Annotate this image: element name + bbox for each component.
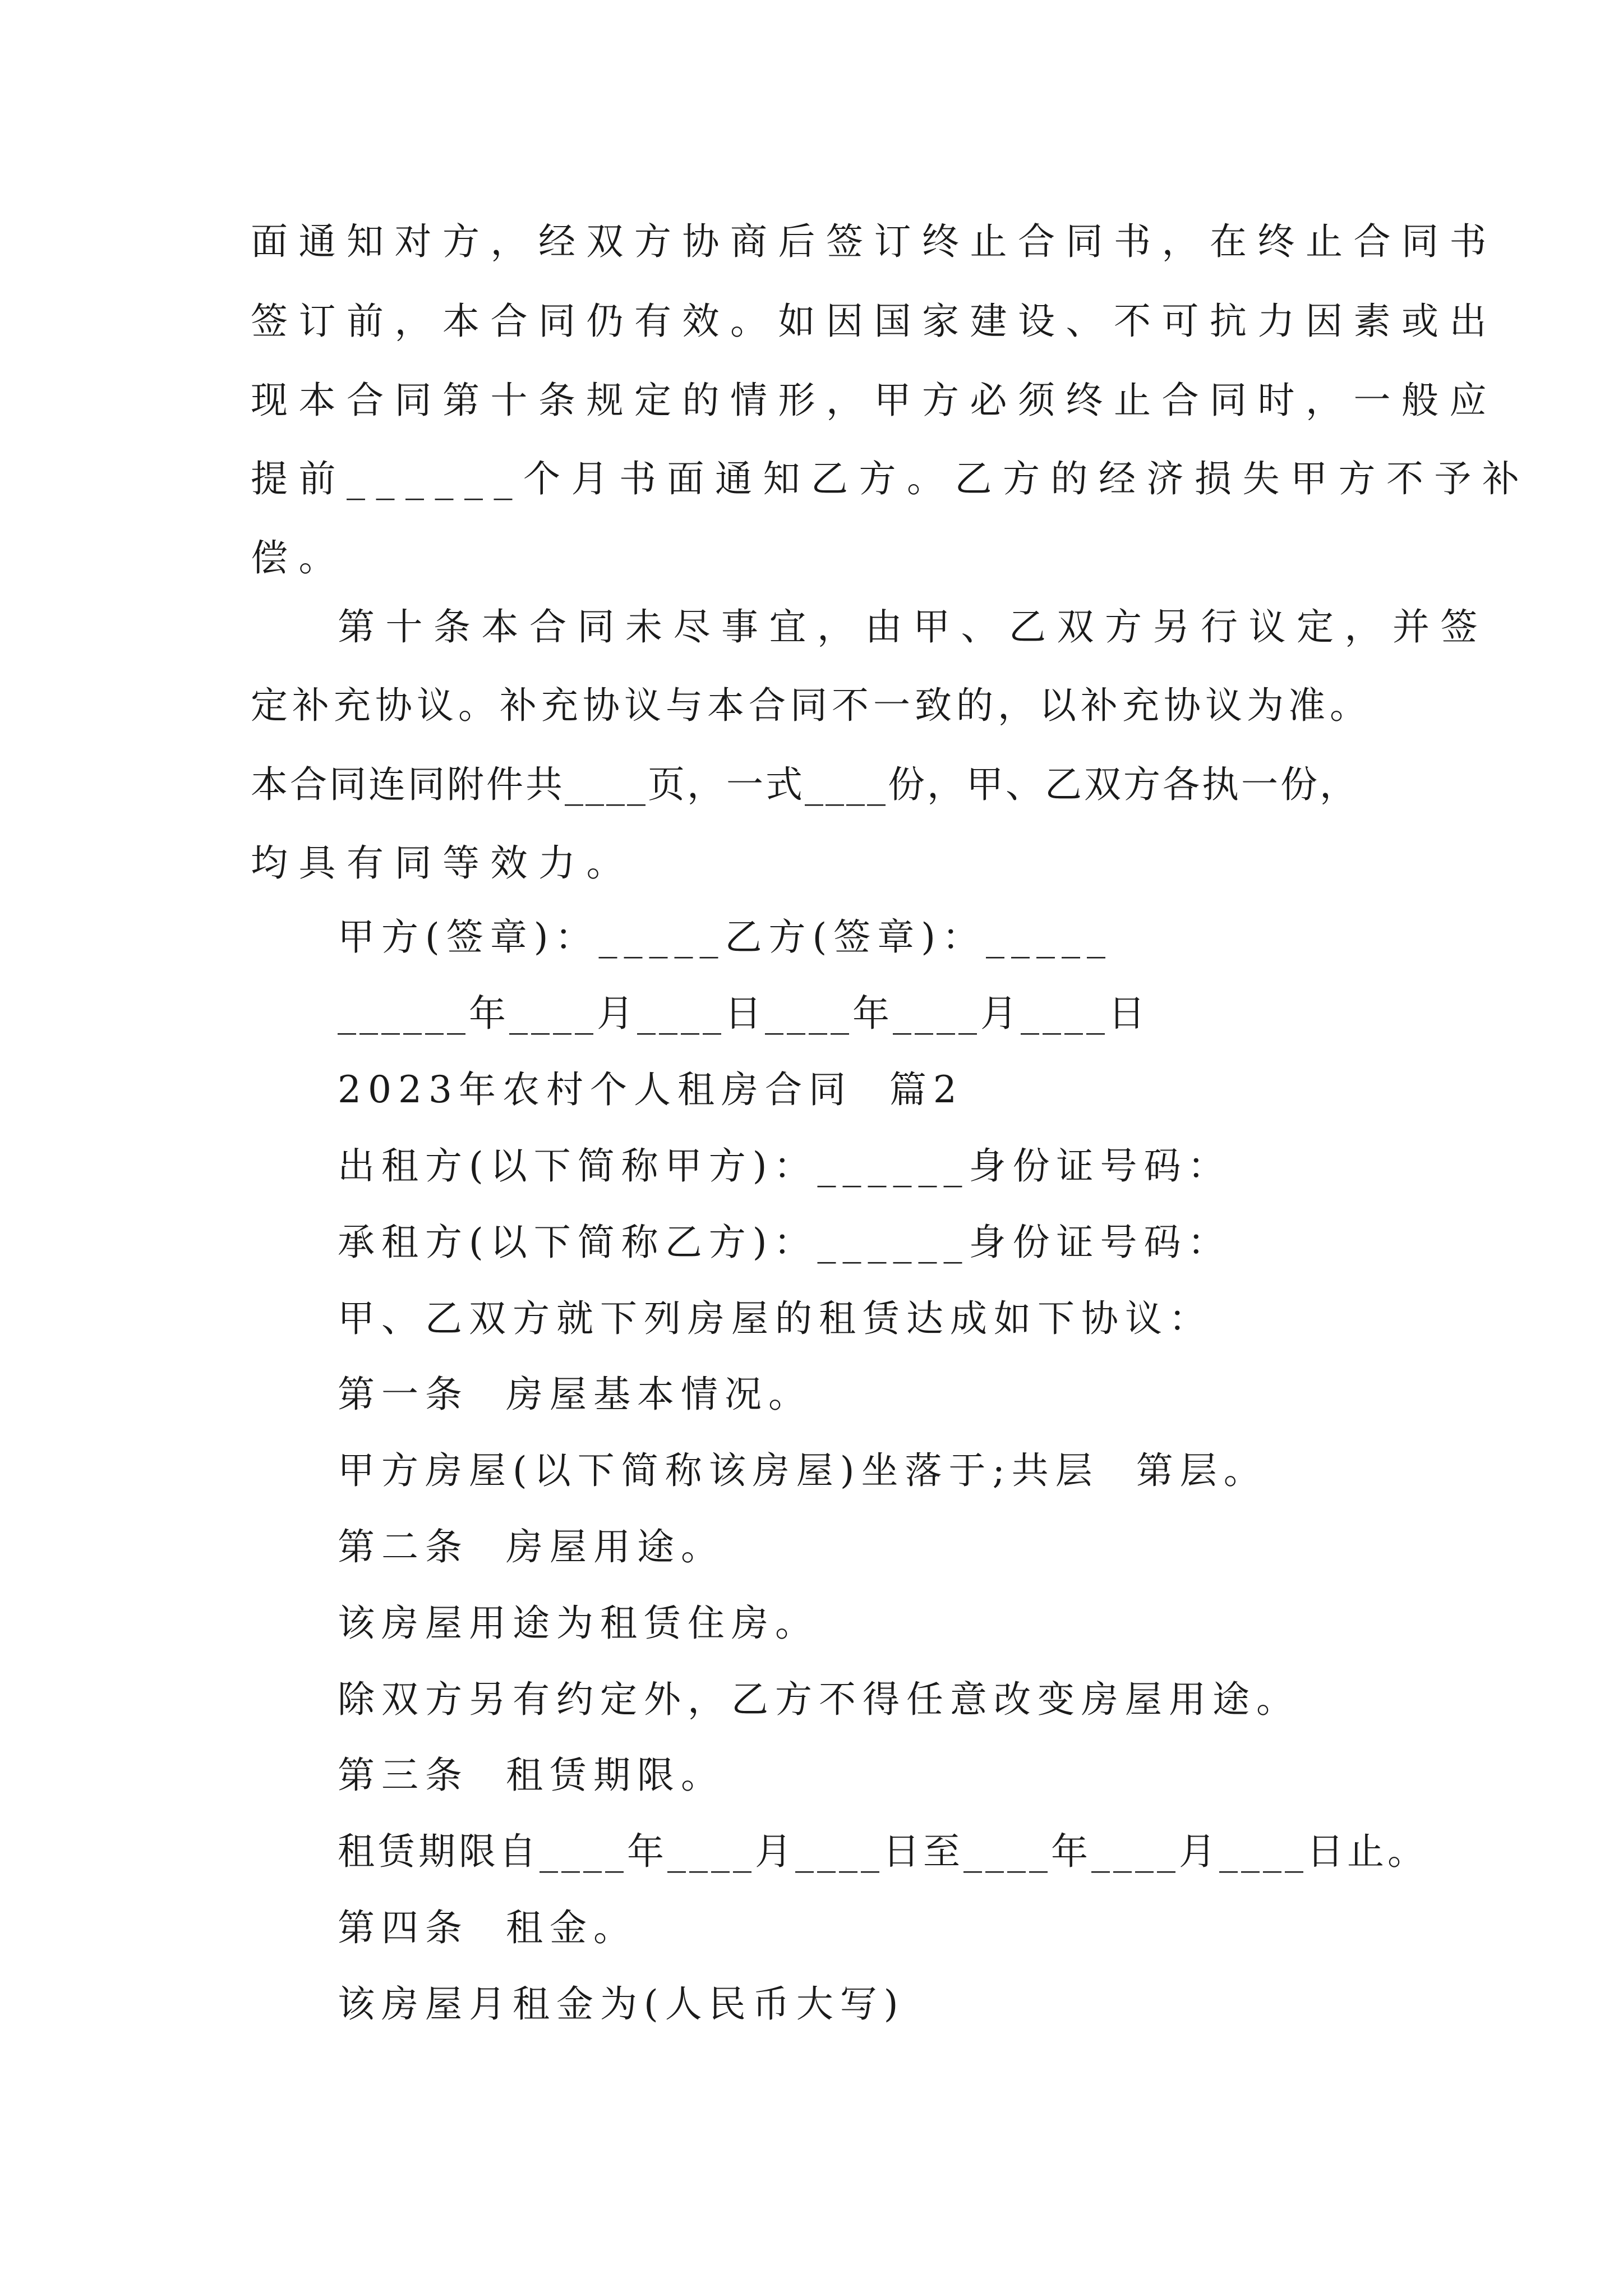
text-line: 签订前，本合同仍有效。如因国家建设、不可抗力因素或出 <box>251 300 1497 343</box>
date-line: ______年____月____日____年____月____日 <box>338 992 1149 1035</box>
section-title: 2023年农村个人租房合同 篇2 <box>338 1068 963 1111</box>
text-line: 现本合同第十条规定的情形，甲方必须终止合同时，一般应 <box>251 379 1497 422</box>
text-line: 定补充协议。补充协议与本合同不一致的，以补充协议为准。 <box>251 684 1371 727</box>
body-line: 第四条 租金。 <box>338 1906 637 1949</box>
text-line: 面通知对方，经双方协商后签订终止合同书，在终止合同书 <box>251 220 1497 263</box>
signature-line: 甲方(签章)：_____乙方(签章)：_____ <box>338 915 1112 959</box>
body-line: 第三条 租赁期限。 <box>338 1754 725 1797</box>
body-line: 该房屋用途为租赁住房。 <box>338 1602 819 1645</box>
body-line: 租赁期限自____年____月____日至____年____月____日止。 <box>338 1830 1428 1873</box>
body-line: 甲、乙双方就下列房屋的租赁达成如下协议： <box>338 1297 1212 1340</box>
text-line: 提前______个月书面通知乙方。乙方的经济损失甲方不予补 <box>251 457 1530 500</box>
body-line: 甲方房屋(以下简称该房屋)坐落于;共层 第层。 <box>338 1449 1267 1492</box>
text-line: 均具有同等效力。 <box>251 841 634 885</box>
body-line: 该房屋月租金为(人民币大写) <box>338 1982 905 2026</box>
body-line: 第一条 房屋基本情况。 <box>338 1373 812 1416</box>
text-line: 第十条本合同未尽事宜，由甲、乙双方另行议定，并签 <box>338 605 1488 648</box>
body-line: 承租方(以下简称乙方)：______身份证号码： <box>338 1221 1232 1264</box>
text-line: 偿。 <box>251 536 347 579</box>
body-line: 第二条 房屋用途。 <box>338 1525 725 1568</box>
text-line: 本合同连同附件共____页，一式____份，甲、乙双方各执一份， <box>251 763 1359 806</box>
body-line: 除双方另有约定外，乙方不得任意改变房屋用途。 <box>338 1678 1300 1721</box>
body-line: 出租方(以下简称甲方)：______身份证号码： <box>338 1144 1232 1188</box>
